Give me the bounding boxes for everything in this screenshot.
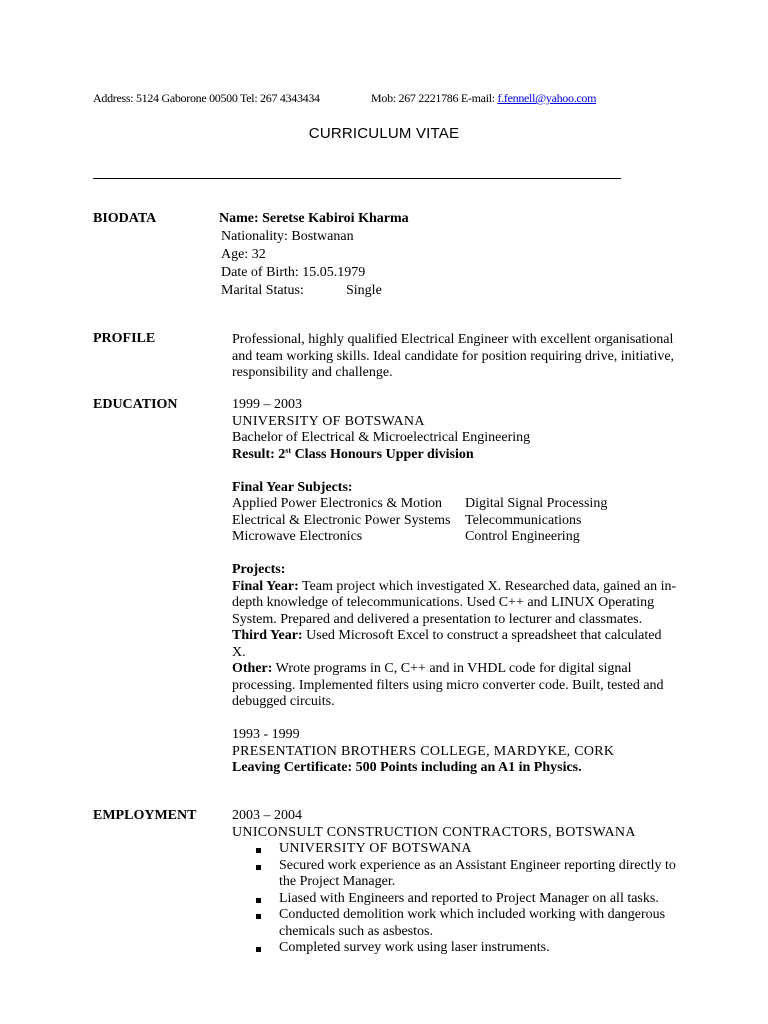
employment-block (232, 808, 677, 957)
mobile-email (371, 91, 596, 106)
result-suffix: Class Honours Upper division (291, 446, 474, 462)
address-text: Address: 5124 Gaborone 00500 Tel: 267 4343434 (93, 91, 320, 105)
mobile-text: Mob: 267 2221786 E-mail: (371, 91, 498, 105)
list-item (232, 891, 677, 908)
profile-heading: PROFILE (93, 331, 156, 346)
project-text: Used Microsoft Excel to construct a spreadsheet that calculated X. (232, 628, 662, 660)
biodata-heading: BIODATA (93, 211, 157, 226)
bullet-icon (256, 947, 261, 952)
title-divider (93, 178, 621, 179)
projects-heading: Projects: (232, 562, 286, 577)
university-name: UNIVERSITY OF BOTSWANA (232, 413, 425, 429)
bullet-icon (256, 848, 261, 853)
page-title: CURRICULUM VITAE (308, 125, 460, 142)
project-other (232, 661, 677, 711)
subject-item: Microwave Electronics (232, 529, 363, 544)
project-text: Team project which investigated X. Researched data, gained an in-depth knowledge of telecommunications. Used C++ and LINUX Operating System. Prepared and delivered a presentation to lecturer and classmates. (232, 578, 677, 627)
subject-item: Electrical & Electronic Power Systems (232, 512, 451, 528)
employment-list (232, 841, 677, 957)
subject-item: Digital Signal Processing (465, 496, 608, 511)
list-item (232, 841, 677, 858)
employment-company: UNICONSULT CONSTRUCTION CONTRACTORS, BOTSWANA (232, 824, 636, 840)
age-line: Age: 32 (221, 247, 266, 262)
marital-line (219, 282, 519, 300)
nationality-line: Nationality: Bostwanan (221, 229, 354, 244)
college-certificate: Leaving Certificate: 500 Points including an A1 in Physics. (232, 760, 582, 775)
university-years: 1999 – 2003 (232, 397, 302, 412)
subjects-heading: Final Year Subjects: (232, 479, 353, 495)
project-final-year (232, 579, 677, 629)
subject-item: Telecommunications (465, 512, 582, 528)
degree-result (232, 447, 677, 464)
project-third-year (232, 628, 677, 661)
bullet-icon (256, 898, 261, 903)
dob-line: Date of Birth: 15.05.1979 (221, 265, 366, 280)
list-item (232, 858, 677, 891)
degree-name: Bachelor of Electrical & Microelectrical Engineering (232, 430, 531, 445)
list-item-text: Liased with Engineers and reported to Project Manager on all tasks. (279, 890, 659, 906)
project-label: Other: (232, 661, 273, 676)
bullet-icon (256, 865, 261, 870)
list-item-text: UNIVERSITY OF BOTSWANA (279, 841, 472, 856)
email-link[interactable]: f.fennell@yahoo.com (497, 91, 597, 105)
result-prefix: Result: 2 (232, 446, 286, 462)
project-label: Final Year: (232, 578, 299, 594)
list-item (232, 940, 677, 957)
marital-label: Marital Status: (221, 283, 304, 298)
education-block (232, 397, 677, 777)
list-item (232, 907, 677, 940)
bullet-icon (256, 914, 261, 919)
education-heading: EDUCATION (93, 397, 178, 412)
college-name: PRESENTATION BROTHERS COLLEGE, MARDYKE, CORK (232, 743, 615, 759)
subject-item: Applied Power Electronics & Motion (232, 496, 442, 511)
college-years: 1993 - 1999 (232, 727, 300, 742)
list-item-text: Completed survey work using laser instruments. (279, 940, 550, 955)
project-label: Third Year: (232, 628, 303, 643)
marital-value: Single (346, 283, 382, 298)
list-item-text: Secured work experience as an Assistant Engineer reporting directly to the Project Manager. (279, 857, 676, 889)
contact-line (93, 91, 597, 106)
subject-item: Control Engineering (465, 529, 580, 544)
profile-text: Professional, highly qualified Electrical Engineer with excellent organisational and team working skills. Ideal candidate for position requiring drive, initiative, responsibility and challenge. (232, 332, 675, 380)
biodata-block (219, 210, 519, 300)
employment-heading: EMPLOYMENT (93, 808, 197, 823)
name-line: Name: Seretse Kabiroi Kharma (219, 211, 409, 226)
list-item-text: Conducted demolition work which included working with dangerous chemicals such as asbestos. (279, 907, 666, 939)
project-text: Wrote programs in C, C++ and in VHDL code for digital signal processing. Implemented filters using micro converter code. Built, tested and debugged circuits. (232, 661, 664, 709)
employment-years: 2003 – 2004 (232, 808, 302, 823)
subjects-grid (232, 496, 677, 546)
result-superscript: st (285, 445, 292, 455)
